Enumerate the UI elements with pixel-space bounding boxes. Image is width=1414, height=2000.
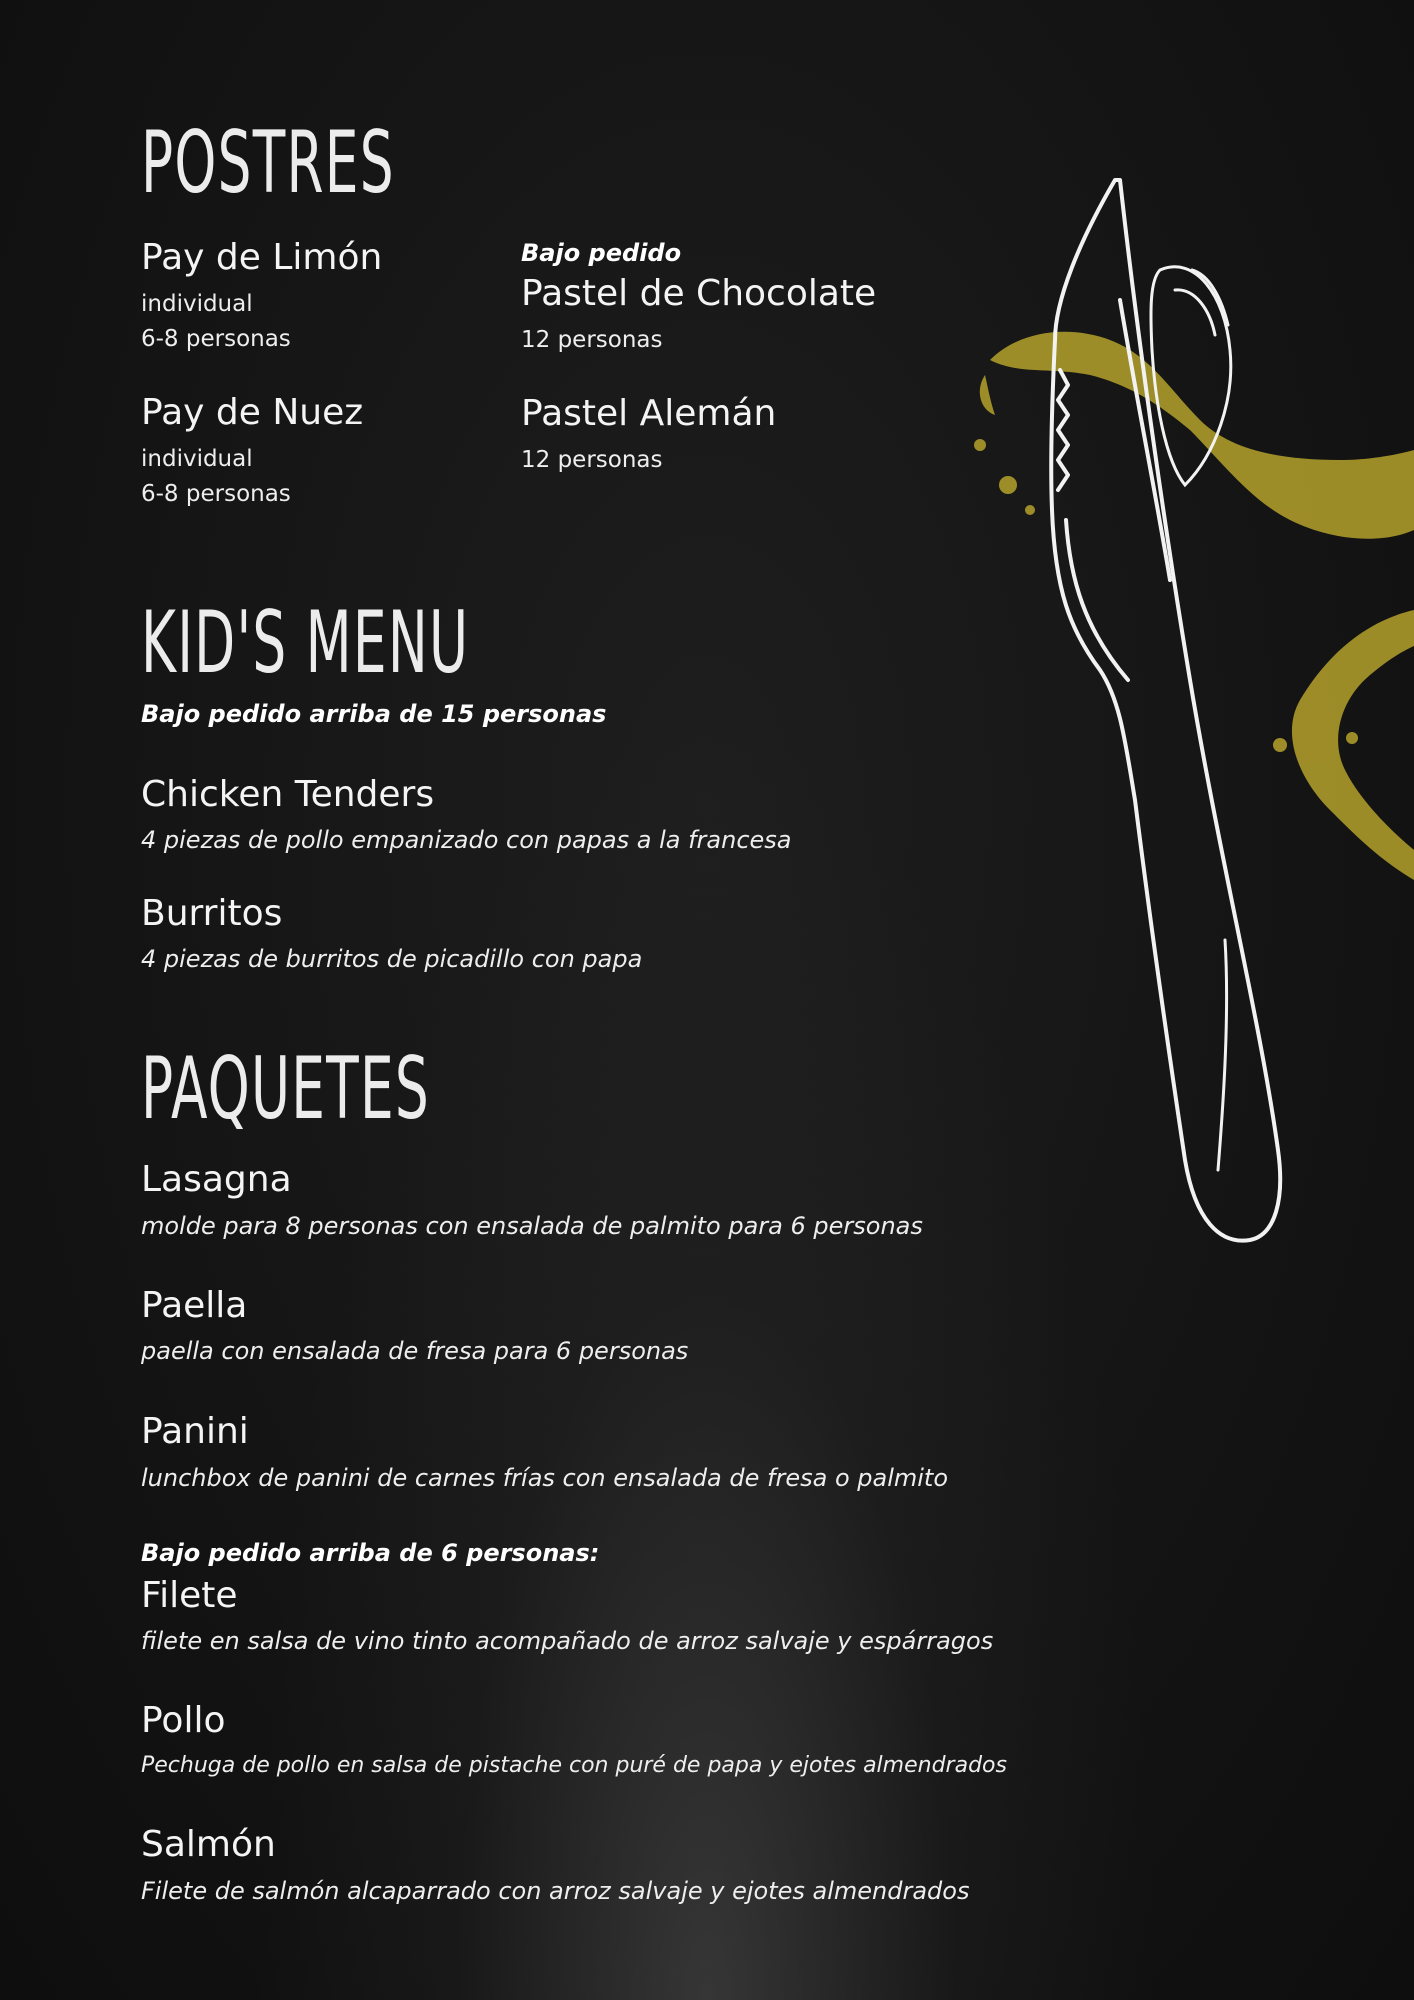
postres-item-portion: 12 personas [521,447,663,473]
postres-item-name: Pay de Limón [141,237,383,278]
paquete-item-name: Lasagna [141,1159,292,1200]
paquetes-order-note: Bajo pedido arriba de 6 personas: [141,1539,600,1567]
kids-item-name: Burritos [141,893,283,934]
paquete-item-name: Pollo [141,1700,226,1741]
postres-item-name: Pastel Alemán [521,393,777,434]
kids-menu-order-note: Bajo pedido arriba de 15 personas [141,700,607,728]
sauce-splash-icon [974,332,1414,880]
paquete-item-name: Filete [141,1575,238,1616]
postres-item-portion: individual [141,291,253,317]
paquete-item-desc: lunchbox de panini de carnes frías con ensalada de fresa o palmito [141,1464,948,1492]
kids-item-desc: 4 piezas de burritos de picadillo con papa [141,945,643,973]
paquetes-heading: PAQUETES [141,1039,430,1139]
paquete-item-desc: molde para 8 personas con ensalada de palmito para 6 personas [141,1212,923,1240]
paquete-item-desc: paella con ensalada de fresa para 6 personas [141,1337,689,1365]
kids-item-desc: 4 piezas de pollo empanizado con papas a la francesa [141,826,792,854]
kids-menu-heading: KID'S MENU [141,593,470,693]
postres-order-note: Bajo pedido [521,239,682,267]
paquete-item-name: Salmón [141,1824,276,1865]
postres-heading: POSTRES [141,113,395,213]
paquete-item-desc: Filete de salmón alcaparrado con arroz salvaje y ejotes almendrados [141,1877,970,1905]
postres-item-portion: 12 personas [521,327,663,353]
postres-item-name: Pastel de Chocolate [521,273,877,314]
postres-item-portion: individual [141,446,253,472]
postres-item-name: Pay de Nuez [141,392,364,433]
postres-item-portion: 6-8 personas [141,481,291,507]
paquete-item-desc: Pechuga de pollo en salsa de pistache con puré de papa y ejotes almendrados [141,1753,1007,1778]
postres-item-portion: 6-8 personas [141,326,291,352]
paquete-item-desc: filete en salsa de vino tinto acompañado de arroz salvaje y espárragos [141,1627,994,1655]
paquete-item-name: Paella [141,1285,248,1326]
knife-and-spoon-icon [960,160,1414,1420]
kids-item-name: Chicken Tenders [141,774,435,815]
paquete-item-name: Panini [141,1411,249,1452]
